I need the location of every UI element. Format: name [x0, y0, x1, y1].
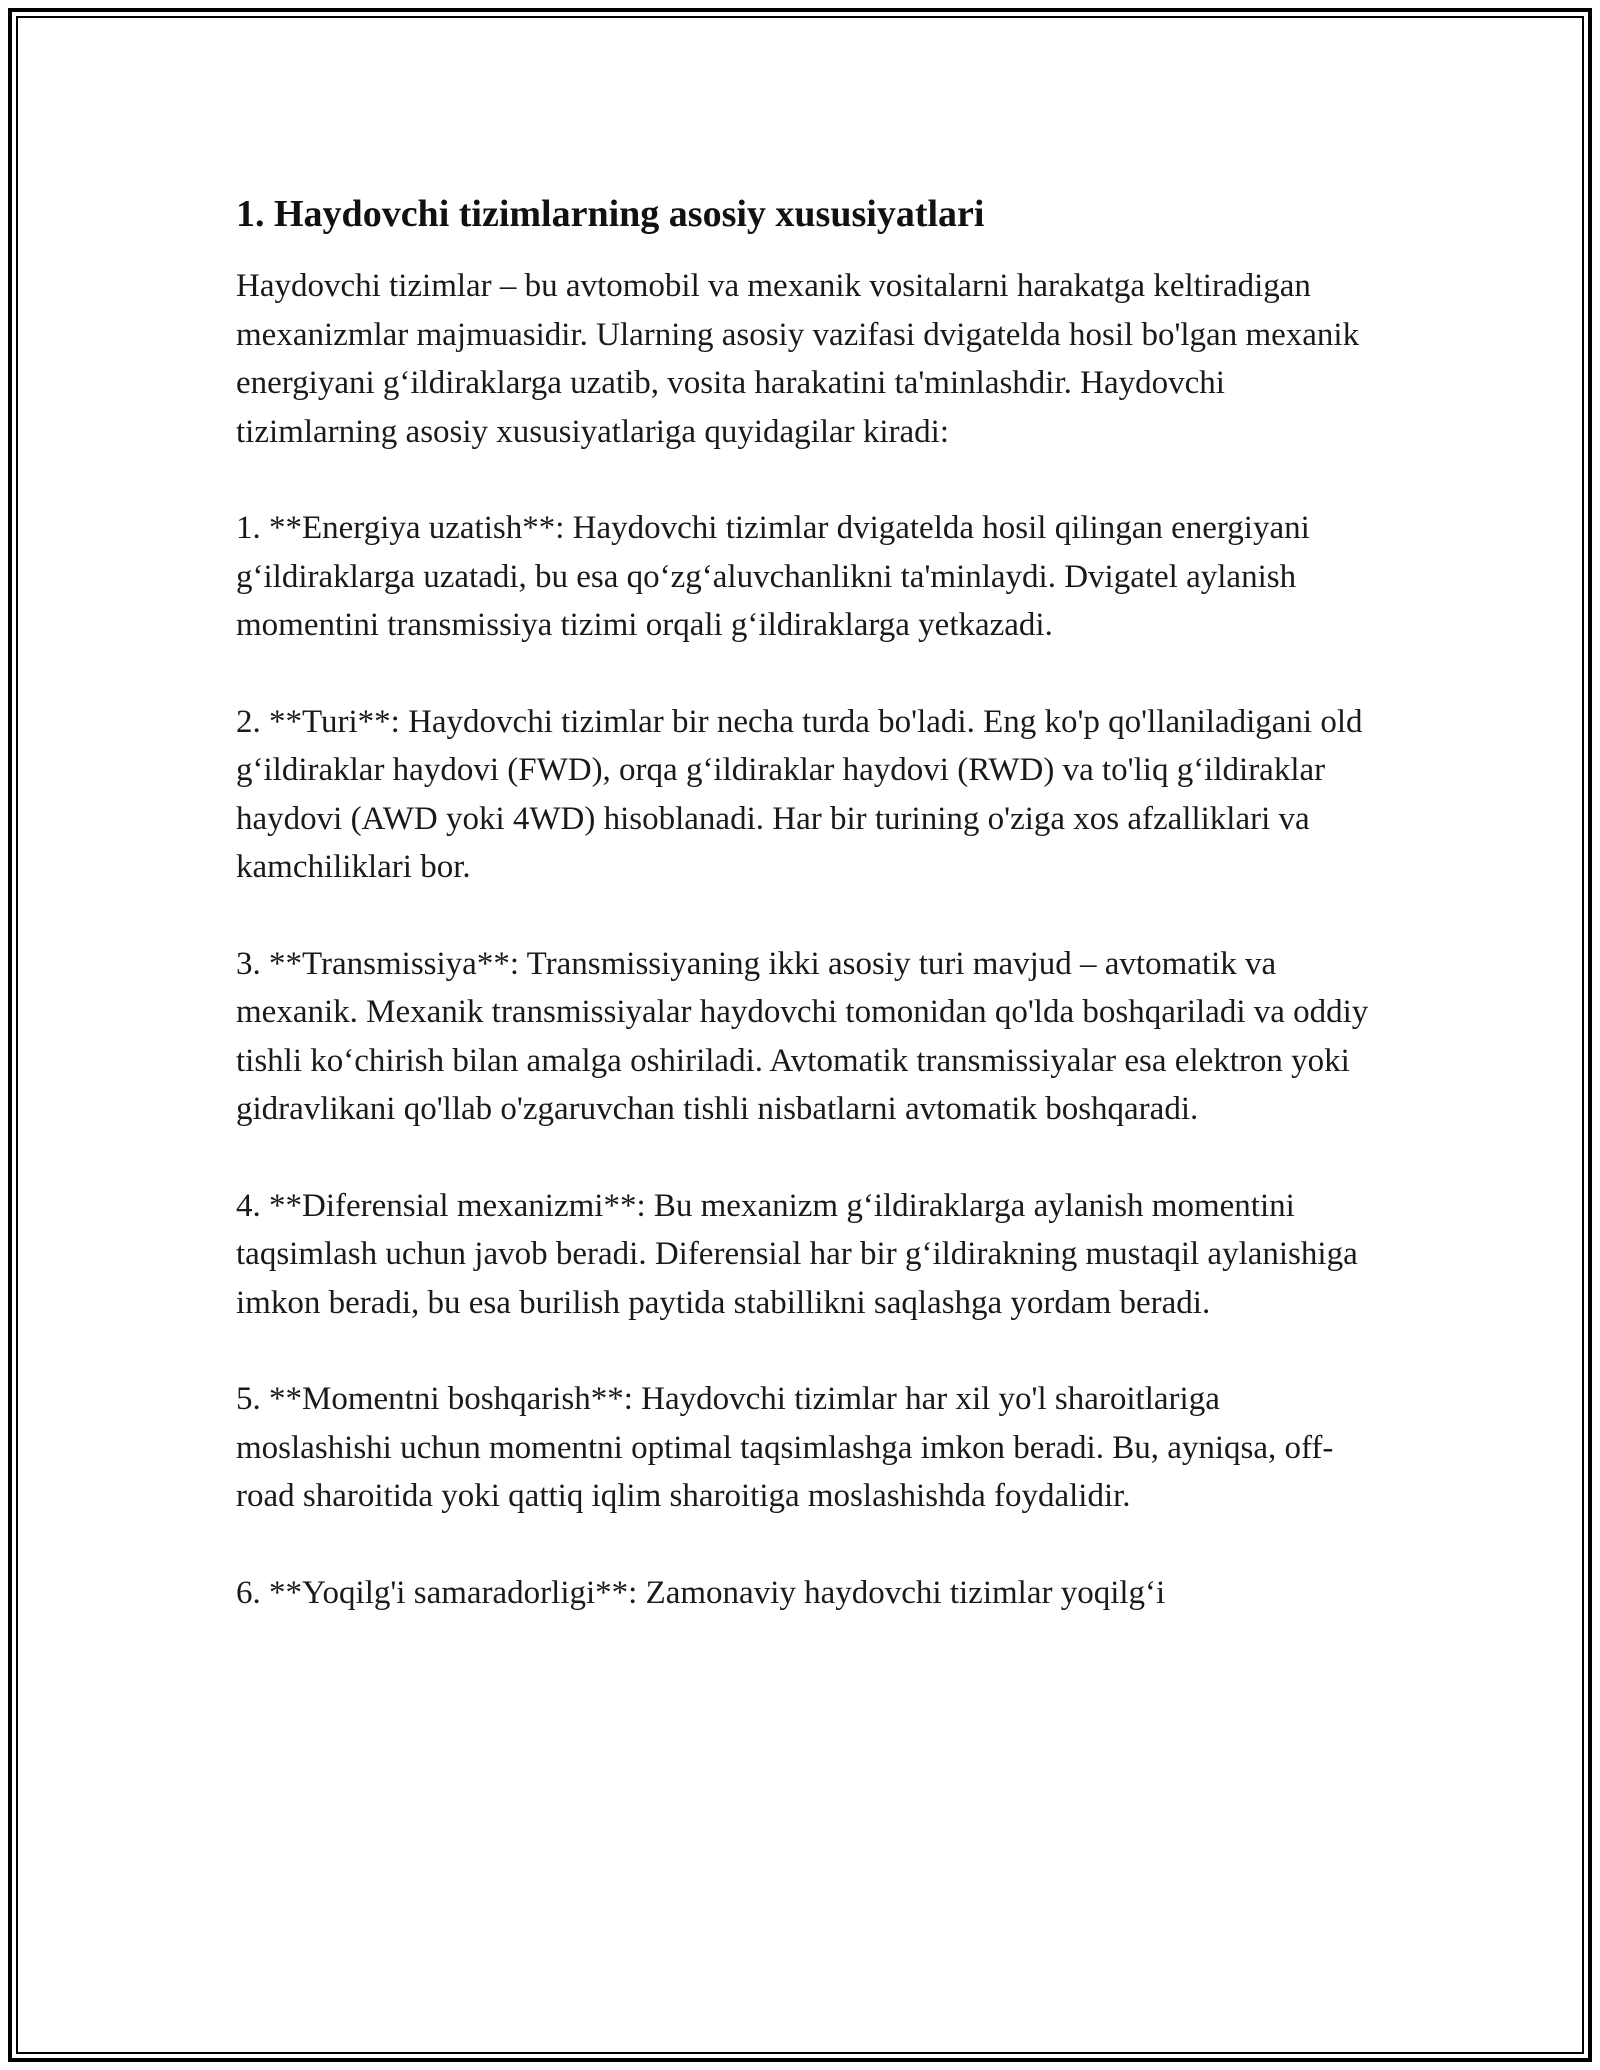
list-item-diferensial-mexanizmi: 4. **Diferensial mexanizmi**: Bu mexanizm g‘ildiraklarga aylanish momentini taqsimlash uchun javob beradi. Diferensial har bir g‘ildirakning mustaqil aylanishiga imkon beradi, bu esa burilish paytida stabillikni saqlashga yordam beradi.: [236, 1187, 1358, 1321]
section-heading: 1. Haydovchi tizimlarning asosiy xususiyatlari: [236, 193, 985, 235]
list-item-yoqilgi-samaradorligi: 6. **Yoqilg'i samaradorligi**: Zamonaviy haydovchi tizimlar yoqilg‘i: [236, 1574, 1166, 1611]
list-item-momentni-boshqarish: 5. **Momentni boshqarish**: Haydovchi tizimlar har xil yo'l sharoitlariga moslashishi uchun momentni optimal taqsimlashga imkon beradi. Bu, ayniqsa, off-road sharoitida yoki qattiq iqlim sharoitiga moslashishda foydalidir.: [236, 1381, 1334, 1514]
intro-paragraph: Haydovchi tizimlar – bu avtomobil va mexanik vositalarni harakatga keltiradigan mexanizmlar majmuasidir. Ularning asosiy vazifasi dvigatelda hosil bo'lgan mexanik energiyani g‘ildiraklarga uzatib, vosita harakatini ta'minlashdir. Haydovchi tizimlarning asosiy xususiyatlariga quyidagilar kiradi:: [236, 268, 1360, 450]
list-item-transmissiya: 3. **Transmissiya**: Transmissiyaning ikki asosiy turi mavjud – avtomatik va mexanik. Mexanik transmissiyalar haydovchi tomonidan qo'lda boshqariladi va oddiy tishli ko‘chirish bilan amalga oshiriladi. Avtomatik transmissiyalar esa elektron yoki gidravlikani qo'llab o'zgaruvchan tishli nisbatlarni avtomatik boshqaradi.: [236, 945, 1369, 1127]
list-item-turi: 2. **Turi**: Haydovchi tizimlar bir necha turda bo'ladi. Eng ko'p qo'llaniladigani old g‘ildiraklar haydovi (FWD), orqa g‘ildiraklar haydovi (RWD) va to'liq g‘ildiraklar haydovi (AWD yoki 4WD) hisoblanadi. Har bir turining o'ziga xos afzalliklari va kamchiliklari bor.: [236, 703, 1363, 885]
list-item-energiya-uzatish: 1. **Energiya uzatish**: Haydovchi tizimlar dvigatelda hosil qilingan energiyani g‘ildiraklarga uzatadi, bu esa qo‘zg‘aluvchanlikni ta'minlaydi. Dvigatel aylanish momentini transmissiya tizimi orqali g‘ildiraklarga yetkazadi.: [236, 510, 1310, 643]
document-body: [236, 186, 1376, 1665]
